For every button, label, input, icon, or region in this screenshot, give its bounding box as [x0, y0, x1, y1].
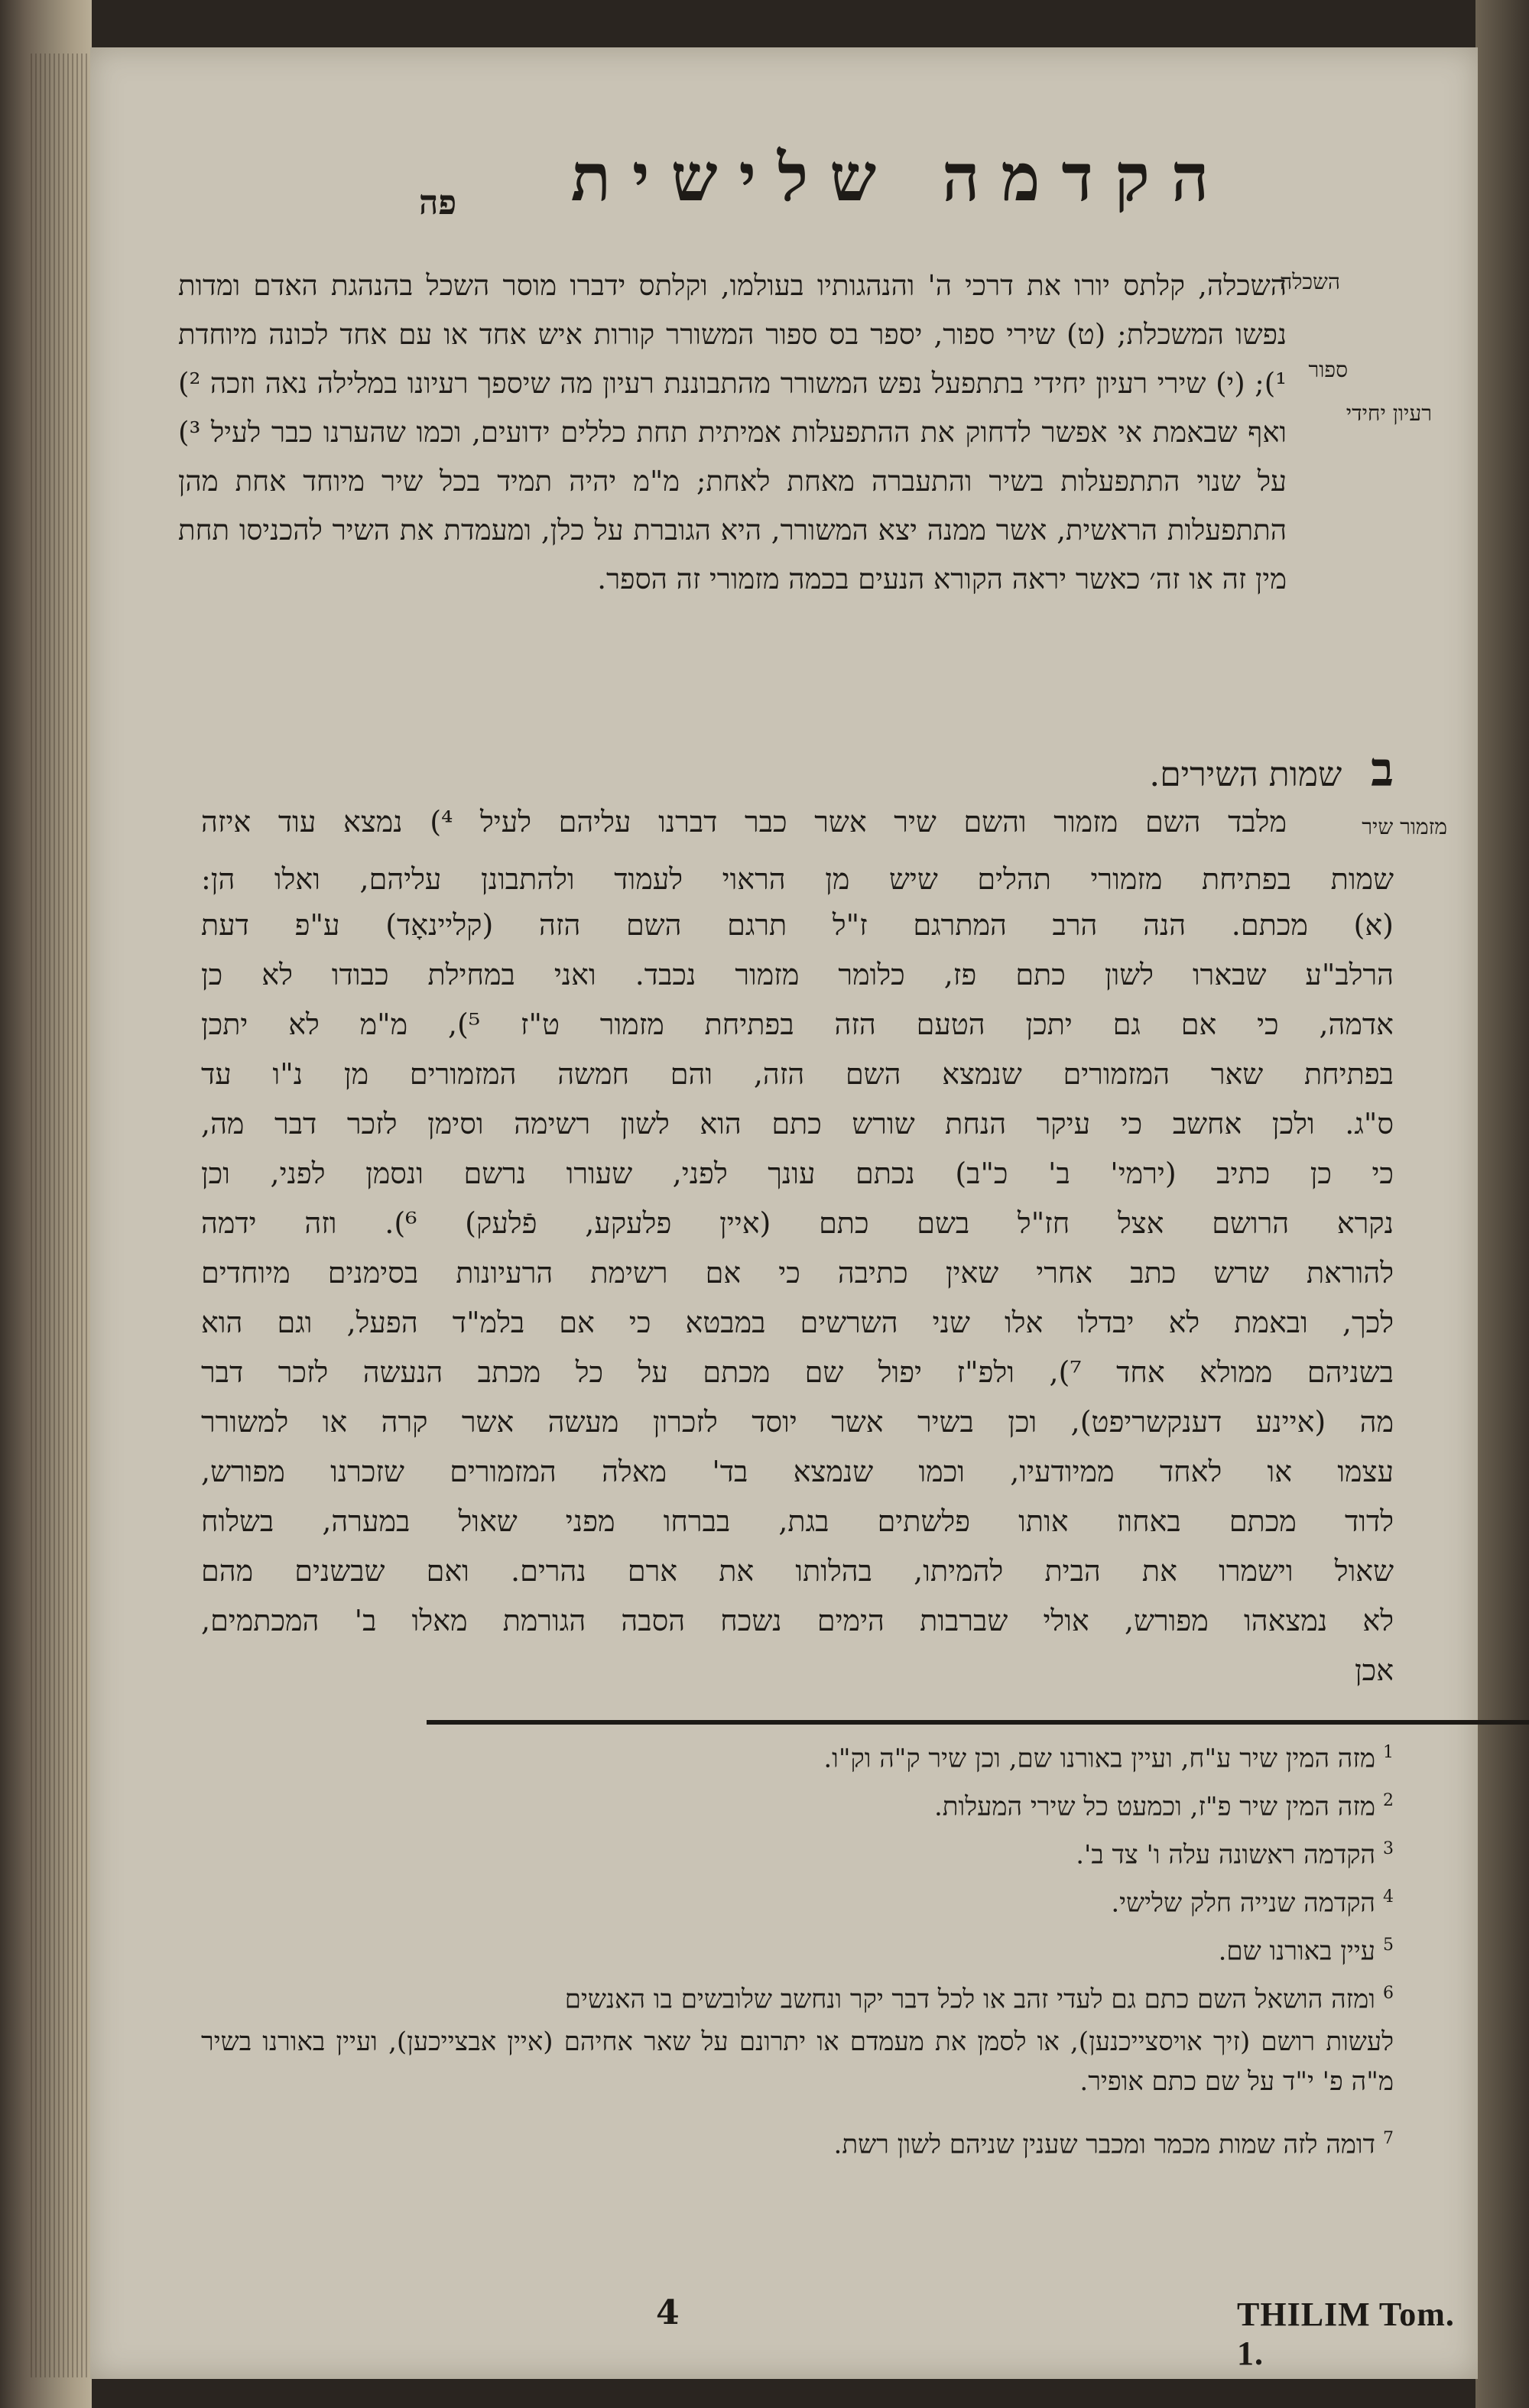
body-line: לא נמצאהו מפורש, אולי שברבות הימים נשכח הסבה הגורמת מאלו ב' המכתמים,	[201, 1604, 1394, 1637]
body-line: בשניהם ממולא אחד ⁷), ולפ"ז יפול שם מכתם על כל מכתב הנעשה לזכר דבר	[201, 1355, 1394, 1389]
body-line: נקרא הרושם אצל חז"ל בשם כתם (איין פלעקע, פֿלעק) ⁶). וזה ידמה	[201, 1206, 1394, 1240]
body-line: לכך, ובאמת לא יבדלו אלו שני השרשים במבטא כי אם בלמ"ד הפעל, וגם הוא	[201, 1306, 1394, 1339]
section-heading	[1149, 742, 1394, 798]
running-title: THILIM Tom. 1.	[1237, 2296, 1455, 2372]
footnote: $^4$הקדמה שנייה חלק שלישי.	[1111, 1887, 1394, 1919]
section-letter: ב	[1371, 742, 1394, 797]
footnote-continuation: לעשות רושם (זיך אויסצייכנען), או לסמן את מעמדם או יתרונם על שאר אחיהם (איין אבצייכען), ועיין באורנו בשיר מ"ה פ' י"ד על שם כתם אופיר.	[201, 2027, 1394, 2097]
footnote: $^1$מזה המין שיר ע"ח, ועיין באורנו שם, וכן שיר ק"ה וק"ו.	[823, 1743, 1394, 1774]
margin-note: השכלה	[1280, 269, 1340, 294]
footnote: $^6$ומזה הושאל השם כתם גם לעדי זהב או לכל דבר יקר ונחשב שלובשים בו האנשים	[564, 1984, 1394, 2015]
margin-note: רעיון יחידי	[1346, 401, 1432, 426]
body-line: אדמה, כי אם גם יתכן הטעם הזה בפתיחת מזמור ט"ז ⁵), מ"מ לא יתכן	[201, 1008, 1394, 1041]
page-number: פה	[419, 183, 457, 222]
body-line: להוראת שרש כתב אחרי שאין כתיבה כי אם רשימת הרעיונות בסימנים מיוחדים	[201, 1256, 1394, 1290]
intro-paragraph	[178, 261, 1287, 604]
margin-note: ספור	[1308, 357, 1348, 382]
footnote: $^7$דומה לזה שמות מכמר ומכבר שענין שניהם לשון רשת.	[833, 2129, 1394, 2160]
body-line: (א) מכתם. הנה הרב המתרגם ז"ל תרגם השם הזה (קליינאָד) ע"פ דעת	[201, 908, 1394, 942]
body-line: בפתיחת שאר המזמורים שנמצא השם הזה, והם חמשה המזמורים מן נ"ו עד	[201, 1057, 1394, 1091]
footnote: $^3$הקדמה ראשונה עלה ו' צד ב'.	[1076, 1839, 1394, 1871]
body-line-catchword: אכן	[1354, 1653, 1394, 1687]
footnote-divider	[427, 1720, 1529, 1725]
body-line: ס"ג. ולכן אחשב כי עיקר הנחת שורש כתם הוא לשון רשימה וסימן לזכר דבר מה,	[201, 1107, 1394, 1141]
body-line: לדוד מכתם באחוז אותו פלשתים בגת, בברחו מפני שאול במערה, בשלוח	[201, 1504, 1394, 1538]
footnote: $^2$מזה המין שיר פ"ז, וכמעט כל שירי המעלות.	[933, 1791, 1394, 1822]
body-line: עצמו או לאחד ממיודעיו, וכמו שנמצא בד' מאלה המזמורים שזכרנו מפורש,	[201, 1455, 1394, 1488]
page-edges	[31, 54, 92, 2377]
section-title: שמות השירים.	[1149, 755, 1342, 794]
body-line: מלבד השם מזמור והשם שיר אשר כבר דברנו עליהם לעיל ⁴) נמצא עוד איזה	[201, 805, 1287, 839]
signature-mark: 4	[656, 2293, 680, 2332]
body-line: כי כן כתיב (ירמי' ב' כ"ב) נכתם עונך לפני, שעורו נרשם ונסמן לפני, וכן	[201, 1157, 1394, 1190]
page-title: הקדמה שלישית	[570, 139, 1231, 216]
footnote: $^5$עיין באורנו שם.	[1218, 1936, 1394, 1967]
intro-text: השכלה, קלתס יורו את דרכי ה' והנהגותיו בעולמו, וקלתס ידברו מוסר השכל בהנהגת האדם ומדות נפשו המשכלת; (ט) שירי ספור, יספר בס ספור המשורר קורות איש אחד או עם אחד לכונה מיוחדת ¹); (י) שירי רעיון יחידי בתתפעל נפש המשורר מהתבוננת רעיון מה שיספך רעיונו במלילה נאה וזכה ²) ואף שבאמת אי אפשר לדחוק את ההתפעלות אמיתית תחת כללים ידועים, וכמו שהערנו כבר לעיל ³) על שנוי התתפעלות בשיר והתעברה מאחת לאחת; מ"מ יהיה תמיד בכל שיר מיוחד אחת מהן התתפעלות הראשית, אשר ממנה יצא המשורר, היא הגוברת על כלן, ומעמדת את השיר להכניסו תחת מין זה או זה׳ כאשר יראה הקורא הנעים בכמה מזמורי זה הספר.	[178, 269, 1287, 596]
body-line: שאול וישמרו את הבית להמיתו, בהלותו את ארם נהרים. ואם שבשנים מהם	[201, 1554, 1394, 1588]
body-line: הרלב"ע שבארו לשון כתם פז, כלומר מזמור נכבד. ואני במחילת כבודו לא כן	[201, 958, 1394, 991]
body-line: מה (איינע דענקשריפט), וכן בשיר אשר יוסד לזכרון מעשה אשר קרה או למשורר	[201, 1405, 1394, 1439]
book-page	[90, 47, 1478, 2379]
page-shadow	[1475, 0, 1529, 2408]
body-line: שמות בפתיחת מזמורי תהלים שיש מן הראוי לעמוד ולהתבונן עליהם, ואלו הן:	[201, 862, 1394, 896]
margin-note: מזמור שיר	[1362, 814, 1447, 839]
